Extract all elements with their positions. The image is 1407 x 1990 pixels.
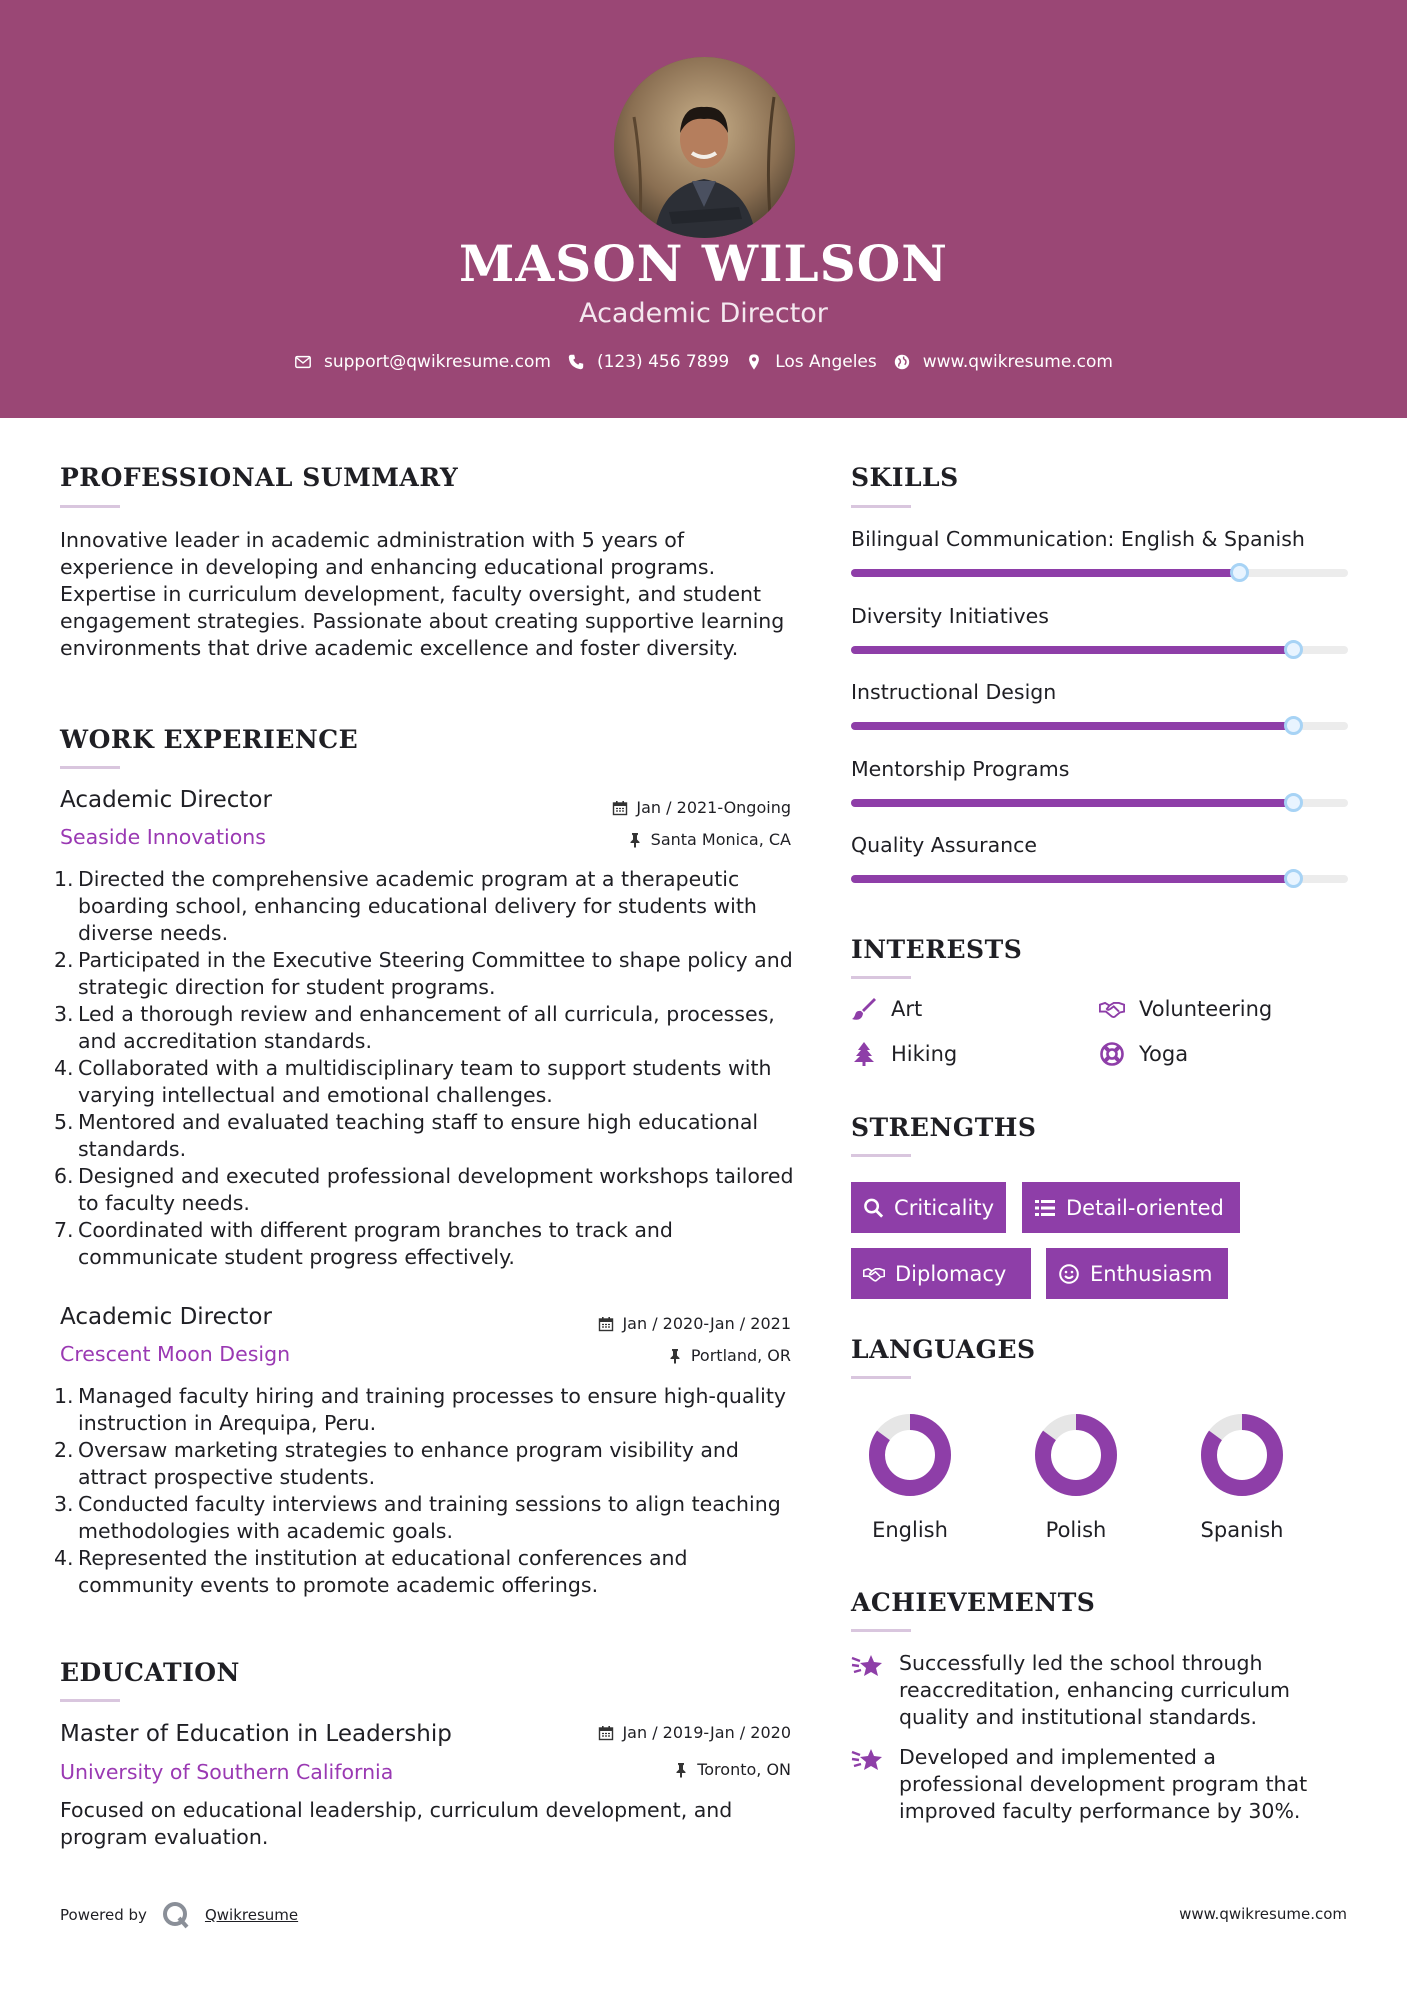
education-divider bbox=[60, 1699, 120, 1702]
interest-label: Art bbox=[891, 997, 923, 1021]
summary-divider bbox=[60, 505, 120, 508]
list-item: 4. Collaborated with a multidisciplinary team to support students with varying intellectual and emotional challenges. bbox=[54, 1056, 772, 1107]
language-donut bbox=[1199, 1412, 1285, 1498]
skill-level-bar bbox=[851, 722, 1348, 730]
skill-label: Mentorship Programs bbox=[851, 756, 1070, 781]
language-item bbox=[1016, 1412, 1136, 1542]
skill-level-fill bbox=[851, 799, 1293, 807]
shooting-star-icon bbox=[851, 1652, 885, 1682]
skill-level-knob bbox=[1284, 716, 1303, 735]
skill-label: Diversity Initiatives bbox=[851, 603, 1049, 628]
globe-icon bbox=[893, 353, 911, 371]
job-duties-list bbox=[54, 866, 800, 1271]
lifering-icon bbox=[1099, 1041, 1125, 1067]
achievement-item bbox=[851, 1744, 1331, 1825]
smile-icon bbox=[1058, 1263, 1080, 1285]
interest-item-hiking bbox=[851, 1041, 957, 1067]
education-dates-text: Jan / 2019-Jan / 2020 bbox=[622, 1723, 791, 1742]
list-item: 7. Coordinated with different program branches to track and communicate student progress effectively. bbox=[54, 1218, 673, 1269]
contact-website-text: www.qwikresume.com bbox=[922, 352, 1113, 372]
job-dates-text: Jan / 2020-Jan / 2021 bbox=[622, 1314, 791, 1333]
pushpin-icon bbox=[667, 1348, 683, 1364]
skill-level-fill bbox=[851, 646, 1293, 654]
strength-chip bbox=[1046, 1248, 1228, 1299]
skill-level-bar bbox=[851, 646, 1348, 654]
job-company: Crescent Moon Design bbox=[60, 1342, 291, 1366]
strengths-heading: STRENGTHS bbox=[851, 1113, 1037, 1142]
list-item: 3. Led a thorough review and enhancement of all curricula, processes, and accreditation standards. bbox=[54, 1002, 775, 1053]
achievement-text: Developed and implemented a professional development program that improved faculty performance by 30%. bbox=[899, 1745, 1308, 1823]
languages-heading: LANGUAGES bbox=[851, 1335, 1036, 1364]
tree-icon bbox=[851, 1041, 877, 1067]
list-item: 1. Managed faculty hiring and training processes to ensure high-quality instruction in Arequipa, Peru. bbox=[54, 1384, 787, 1435]
language-label: Polish bbox=[1045, 1518, 1107, 1542]
achievements-divider bbox=[851, 1629, 911, 1632]
education-dates bbox=[500, 1723, 791, 1742]
footer-powered bbox=[60, 1900, 298, 1930]
contact-email[interactable] bbox=[294, 352, 551, 372]
list-item: 6. Designed and executed professional development workshops tailored to faculty needs. bbox=[54, 1164, 794, 1215]
skill-level-fill bbox=[851, 722, 1293, 730]
interest-label: Hiking bbox=[891, 1042, 958, 1066]
skill-level-fill bbox=[851, 875, 1293, 883]
skills-heading: SKILLS bbox=[851, 463, 959, 492]
skill-level-bar bbox=[851, 875, 1348, 883]
qwikresume-logo-icon bbox=[161, 1900, 191, 1930]
contact-location bbox=[745, 352, 877, 372]
strengths-divider bbox=[851, 1154, 911, 1157]
job-dates-text: Jan / 2021-Ongoing bbox=[636, 798, 791, 817]
skill-level-knob bbox=[1230, 563, 1249, 582]
interest-item-art bbox=[851, 996, 922, 1022]
job-title: Academic Director bbox=[60, 787, 272, 813]
search-icon bbox=[863, 1197, 884, 1219]
experience-divider bbox=[60, 766, 120, 769]
interests-heading: INTERESTS bbox=[851, 935, 1023, 964]
interest-label: Volunteering bbox=[1139, 997, 1273, 1021]
summary-heading: PROFESSIONAL SUMMARY bbox=[60, 463, 459, 492]
phone-icon bbox=[567, 353, 585, 371]
language-item bbox=[850, 1412, 970, 1542]
candidate-name: MASON WILSON bbox=[459, 234, 948, 293]
school-name: University of Southern California bbox=[60, 1760, 394, 1784]
map-pin-icon bbox=[745, 353, 763, 371]
skill-label: Quality Assurance bbox=[851, 833, 1038, 857]
skills-divider bbox=[851, 505, 911, 508]
profile-photo bbox=[614, 57, 795, 238]
job-location-text: Portland, OR bbox=[690, 1346, 791, 1365]
language-donut bbox=[1033, 1412, 1119, 1498]
strength-label: Diplomacy bbox=[895, 1261, 1007, 1286]
handshake-icon bbox=[1099, 996, 1125, 1022]
resume-header bbox=[0, 0, 1407, 418]
footer-powered-label: Powered by bbox=[60, 1906, 147, 1924]
skill-level-bar bbox=[851, 569, 1348, 577]
strength-label: Criticality bbox=[894, 1195, 994, 1220]
job-location bbox=[500, 1346, 791, 1365]
shooting-star-icon bbox=[851, 1746, 885, 1776]
job-location bbox=[500, 830, 791, 849]
interests-divider bbox=[851, 976, 911, 979]
skill-label: Bilingual Communication: English & Spanish bbox=[851, 527, 1305, 551]
contact-email-text: support@qwikresume.com bbox=[324, 352, 551, 372]
skill-level-knob bbox=[1284, 793, 1303, 812]
education-location bbox=[500, 1760, 791, 1779]
footer-website[interactable]: www.qwikresume.com bbox=[1179, 1905, 1347, 1923]
list-item: 2. Oversaw marketing strategies to enhance program visibility and attract prospective students. bbox=[54, 1438, 739, 1489]
handshake-icon bbox=[863, 1263, 885, 1285]
strength-chip bbox=[851, 1248, 1031, 1299]
job-location-text: Santa Monica, CA bbox=[650, 830, 791, 849]
job-dates bbox=[500, 1314, 791, 1333]
strength-label: Detail-oriented bbox=[1066, 1195, 1224, 1220]
calendar-icon bbox=[612, 800, 628, 816]
education-description: Focused on educational leadership, curriculum development, and program evaluation. bbox=[60, 1798, 733, 1849]
paintbrush-icon bbox=[851, 996, 877, 1022]
pushpin-icon bbox=[627, 832, 643, 848]
job-title: Academic Director bbox=[60, 1304, 272, 1330]
contact-location-text: Los Angeles bbox=[775, 352, 877, 372]
education-location-text: Toronto, ON bbox=[697, 1760, 791, 1779]
list-item: 5. Mentored and evaluated teaching staff to ensure high educational standards. bbox=[54, 1110, 759, 1161]
list-item: 2. Participated in the Executive Steering Committee to shape policy and strategic direction for student programs. bbox=[54, 948, 793, 999]
achievement-item bbox=[851, 1650, 1331, 1731]
skill-label: Instructional Design bbox=[851, 680, 1057, 704]
contact-website[interactable] bbox=[893, 352, 1113, 372]
summary-text: Innovative leader in academic administration with 5 years of experience in developing and enhancing educational programs. Expertise in curriculum development, faculty oversight, and student engagement strategies. Passionate about creating supportive learning environments that drive academic excellence and foster diversity. bbox=[60, 528, 785, 660]
language-label: Spanish bbox=[1200, 1518, 1284, 1542]
interest-label: Yoga bbox=[1139, 1042, 1189, 1066]
interest-item-yoga bbox=[1099, 1041, 1188, 1067]
calendar-icon bbox=[598, 1725, 614, 1741]
pushpin-icon bbox=[673, 1762, 689, 1778]
candidate-role: Academic Director bbox=[579, 298, 828, 329]
language-label: English bbox=[872, 1518, 948, 1542]
contact-bar bbox=[0, 352, 1407, 372]
achievement-text: Successfully led the school through reaccreditation, enhancing curriculum quality and institutional standards. bbox=[899, 1651, 1290, 1729]
language-donut bbox=[867, 1412, 953, 1498]
skill-level-fill bbox=[851, 569, 1239, 577]
languages-divider bbox=[851, 1376, 911, 1379]
job-dates bbox=[500, 798, 791, 817]
calendar-icon bbox=[598, 1316, 614, 1332]
skill-level-bar bbox=[851, 799, 1348, 807]
job-duties-list bbox=[54, 1383, 800, 1599]
skill-level-knob bbox=[1284, 869, 1303, 888]
strength-chip bbox=[1022, 1182, 1240, 1233]
achievements-heading: ACHIEVEMENTS bbox=[851, 1588, 1096, 1617]
language-item bbox=[1182, 1412, 1302, 1542]
strength-chip bbox=[851, 1182, 1006, 1233]
contact-phone-text: (123) 456 7899 bbox=[596, 352, 730, 372]
list-icon bbox=[1034, 1197, 1056, 1219]
footer-brand-link[interactable]: Qwikresume bbox=[204, 1906, 299, 1924]
list-item: 4. Represented the institution at educational conferences and community events to promote academic offerings. bbox=[54, 1546, 688, 1597]
list-item: 1. Directed the comprehensive academic program at a therapeutic boarding school, enhancing educational delivery for students with diverse needs. bbox=[54, 867, 757, 945]
envelope-icon bbox=[294, 353, 312, 371]
interest-item-volunteering bbox=[1099, 996, 1272, 1022]
job-company: Seaside Innovations bbox=[60, 825, 266, 849]
strength-label: Enthusiasm bbox=[1090, 1261, 1213, 1286]
degree-title: Master of Education in Leadership bbox=[60, 1721, 452, 1747]
list-item: 3. Conducted faculty interviews and training sessions to align teaching methodologies with academic goals. bbox=[54, 1492, 781, 1543]
contact-phone[interactable] bbox=[567, 352, 729, 372]
skill-level-knob bbox=[1284, 640, 1303, 659]
education-heading: EDUCATION bbox=[60, 1658, 240, 1687]
experience-heading: WORK EXPERIENCE bbox=[60, 725, 359, 754]
